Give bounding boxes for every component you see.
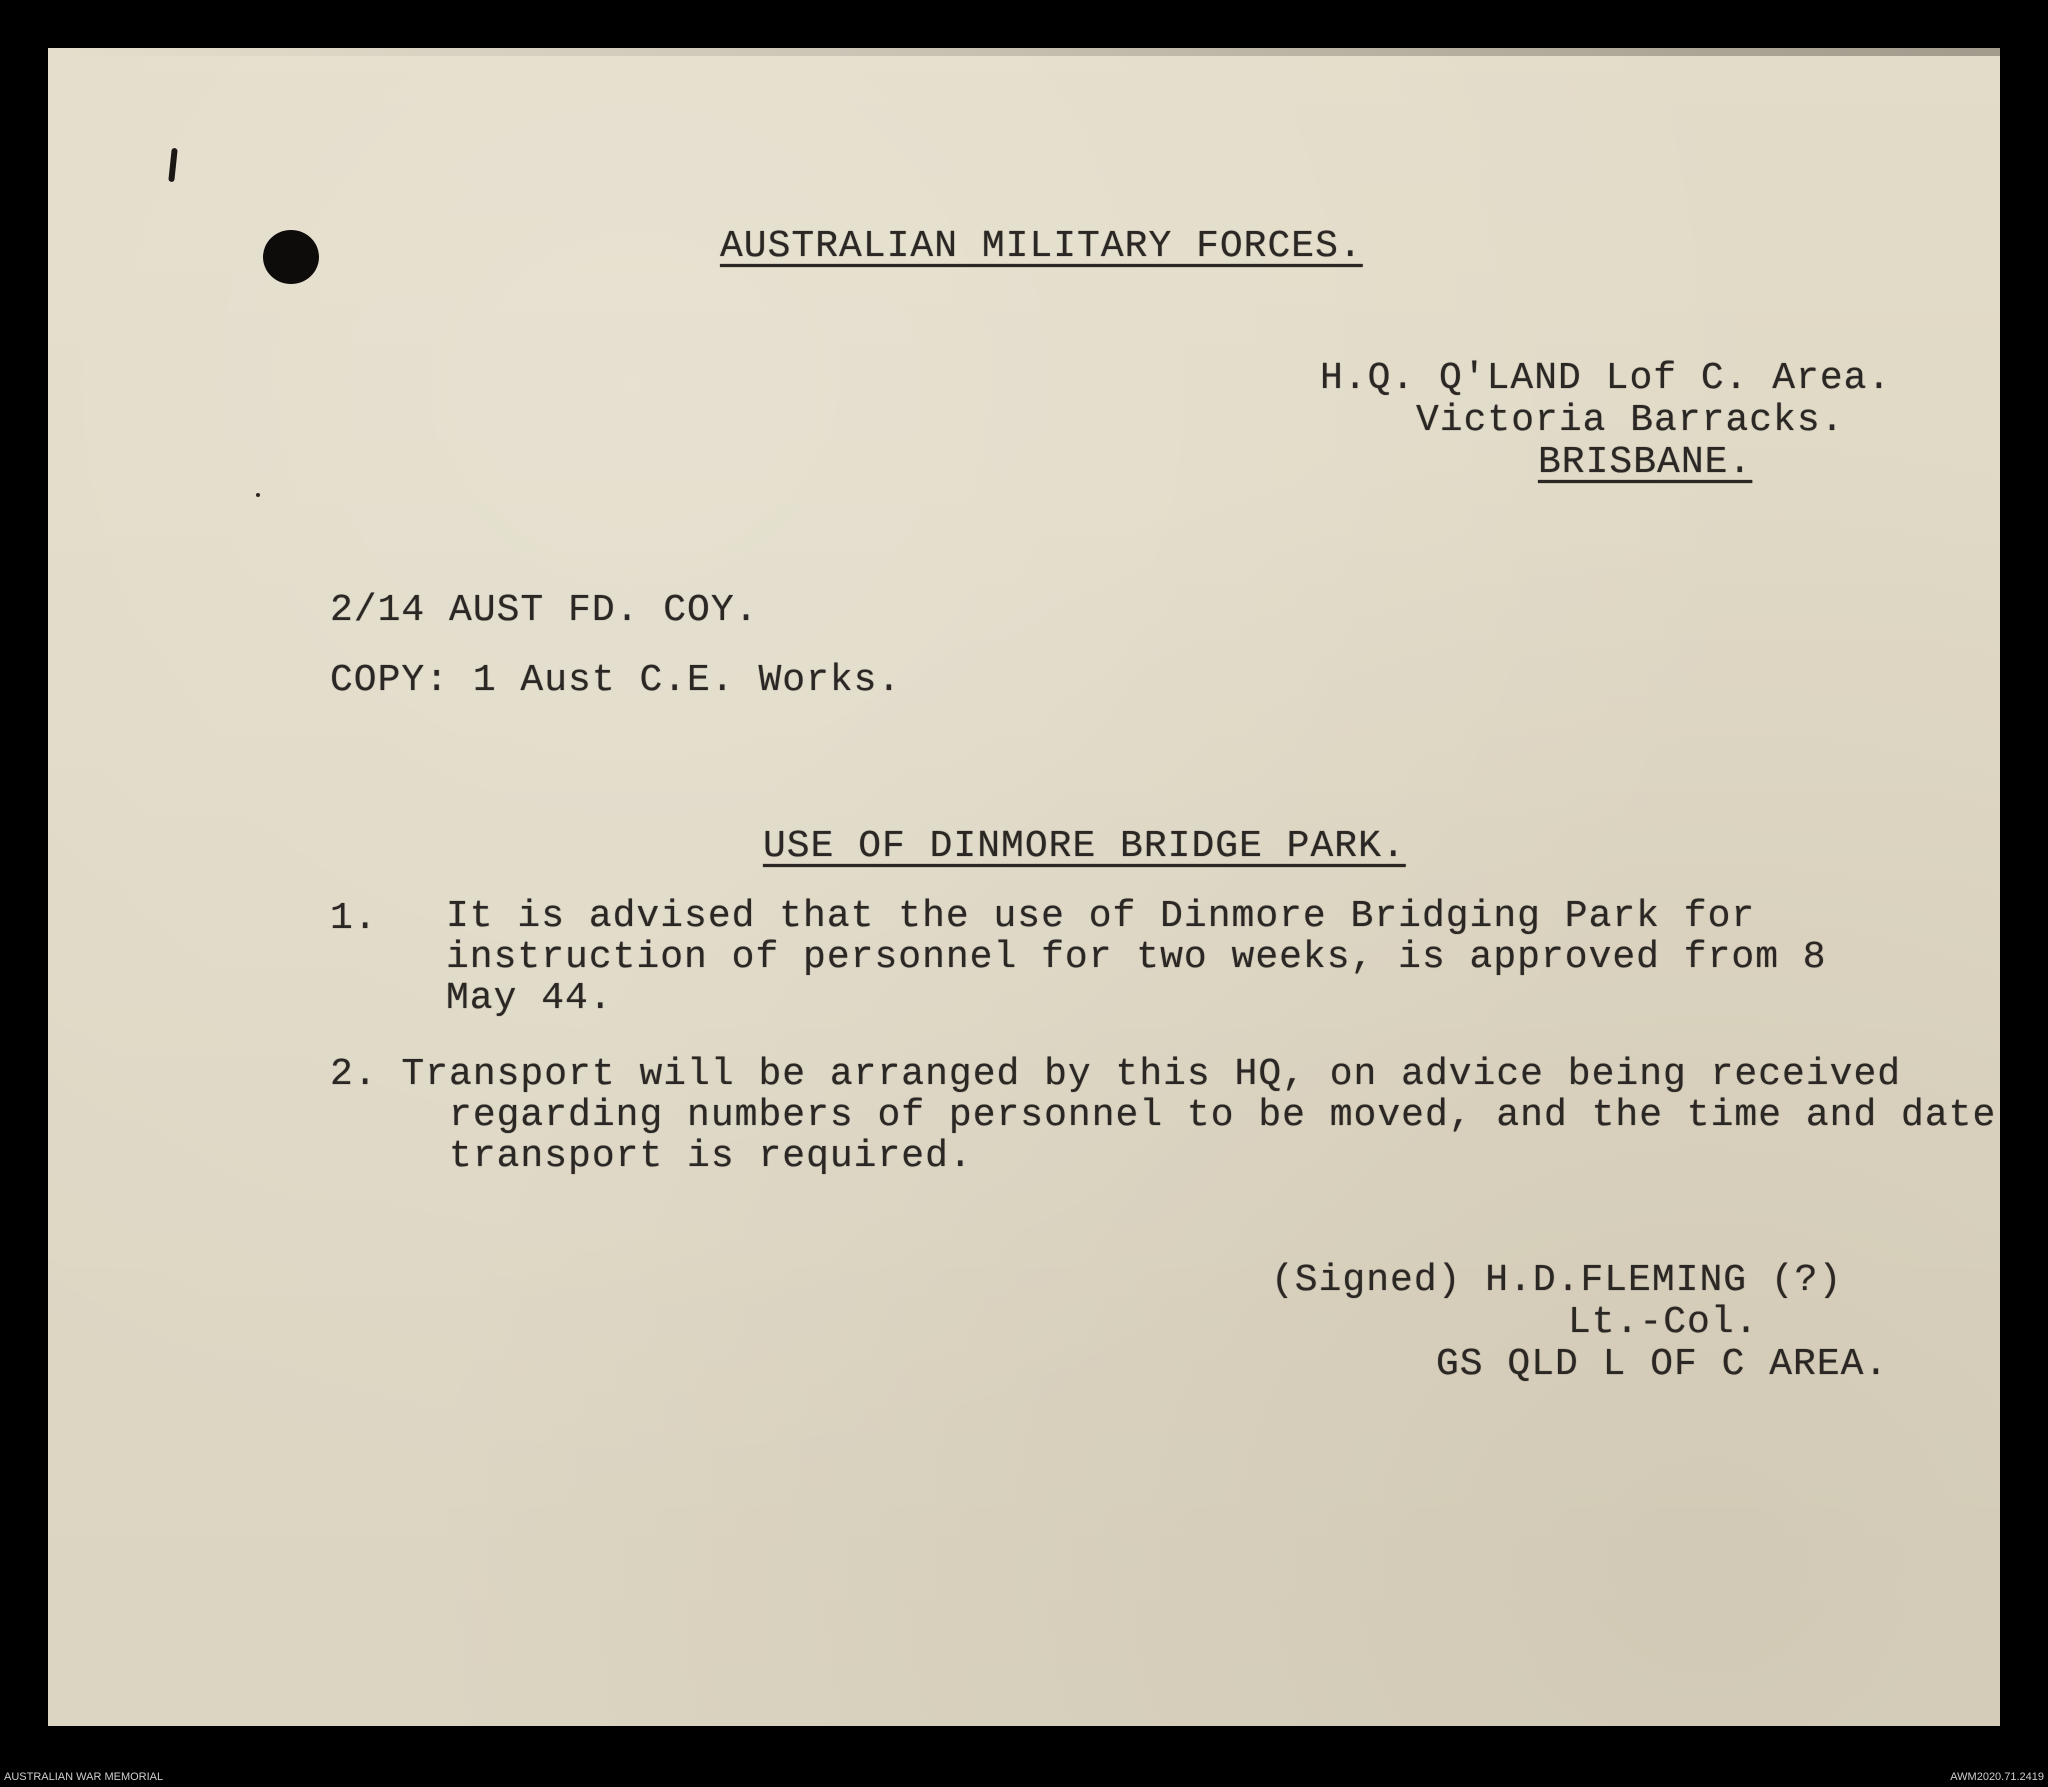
paper-speck [256, 493, 260, 497]
footer-source-label: AUSTRALIAN WAR MEMORIAL [4, 1771, 164, 1783]
address-line-3: BRISBANE. [1538, 441, 1753, 484]
paragraph-2-text: 2. Transport will be arranged by this HQ, on advice being received regarding numbers of personnel to be moved, and the time and date transport is required. [330, 1053, 1997, 1178]
pin-mark [168, 148, 178, 182]
document-page [48, 48, 2000, 1726]
punch-hole [263, 230, 319, 284]
address-line-1: H.Q. Q'LAND Lof C. Area. [1320, 357, 1892, 400]
footer-reference-number: AWM2020.71.2419 [1950, 1771, 2044, 1783]
signature-line-1: (Signed) H.D.FLEMING (?) [1271, 1259, 1843, 1302]
address-line-2: Victoria Barracks. [1416, 399, 1845, 442]
recipient-line: 2/14 AUST FD. COY. [330, 589, 759, 632]
signature-line-3: GS QLD L OF C AREA. [1436, 1343, 1889, 1386]
copy-to-line: COPY: 1 Aust C.E. Works. [330, 659, 902, 702]
paragraph-1-number: 1. [330, 897, 378, 940]
paragraph-1-text: It is advised that the use of Dinmore Bridging Park for instruction of personnel for two weeks, is approved from 8 May 44. [446, 895, 1827, 1020]
signature-line-2: Lt.-Col. [1568, 1301, 1759, 1344]
subject-heading: USE OF DINMORE BRIDGE PARK. [763, 825, 1406, 868]
paper-edge-shadow [48, 48, 2000, 56]
document-heading: AUSTRALIAN MILITARY FORCES. [720, 225, 1363, 268]
